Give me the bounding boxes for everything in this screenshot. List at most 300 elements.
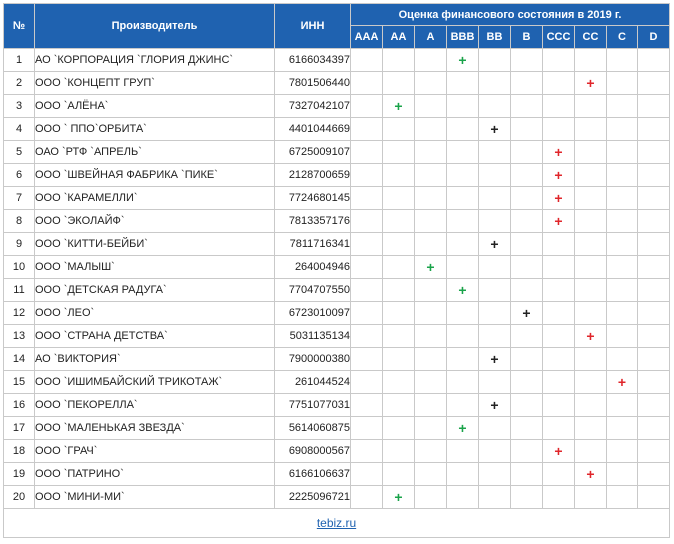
rating-cell-bb	[479, 440, 511, 463]
producer-name: ООО ` ППО`ОРБИТА`	[35, 118, 275, 141]
rating-cell-cc	[575, 463, 607, 486]
table-row	[4, 279, 670, 302]
rating-cell-aaa	[351, 256, 383, 279]
rating-cell-c	[607, 118, 638, 141]
rating-cell-cc	[575, 440, 607, 463]
rating-cell-c	[607, 164, 638, 187]
rating-mark: +	[490, 351, 499, 367]
producer-name: ООО `ПАТРИНО`	[35, 463, 275, 486]
rating-cell-aa	[383, 463, 415, 486]
financial-rating-table	[3, 3, 670, 538]
producer-name: ООО `ДЕТСКАЯ РАДУГА`	[35, 279, 275, 302]
rating-cell-aaa	[351, 394, 383, 417]
rating-cell-aa	[383, 486, 415, 509]
producer-name: ООО `МИНИ-МИ`	[35, 486, 275, 509]
rating-cell-bb	[479, 49, 511, 72]
rating-cell-aaa	[351, 118, 383, 141]
row-number: 15	[4, 371, 35, 394]
rating-mark: +	[458, 282, 467, 298]
rating-cell-ccc	[543, 417, 575, 440]
rating-cell-a	[415, 463, 447, 486]
rating-cell-cc	[575, 49, 607, 72]
rating-cell-a	[415, 72, 447, 95]
table-row	[4, 325, 670, 348]
rating-cell-ccc	[543, 141, 575, 164]
header-rating-b: B	[511, 26, 543, 49]
rating-cell-a	[415, 279, 447, 302]
row-number: 16	[4, 394, 35, 417]
rating-cell-ccc	[543, 95, 575, 118]
table-row	[4, 141, 670, 164]
rating-cell-aa	[383, 233, 415, 256]
table-body	[4, 49, 670, 509]
producer-name: ООО `КОНЦЕПТ ГРУП`	[35, 72, 275, 95]
rating-cell-a	[415, 164, 447, 187]
rating-cell-b	[511, 302, 543, 325]
rating-cell-d	[638, 49, 670, 72]
table-row	[4, 164, 670, 187]
rating-cell-aaa	[351, 95, 383, 118]
producer-name: ООО `ГРАЧ`	[35, 440, 275, 463]
rating-cell-d	[638, 187, 670, 210]
rating-cell-bb	[479, 348, 511, 371]
producer-inn: 7327042107	[275, 95, 351, 118]
rating-cell-b	[511, 371, 543, 394]
rating-cell-b	[511, 463, 543, 486]
table-row	[4, 95, 670, 118]
rating-cell-a	[415, 440, 447, 463]
rating-cell-aa	[383, 256, 415, 279]
rating-cell-ccc	[543, 463, 575, 486]
producer-name: ООО `ШВЕЙНАЯ ФАБРИКА `ПИКЕ`	[35, 164, 275, 187]
rating-cell-c	[607, 371, 638, 394]
rating-cell-a	[415, 302, 447, 325]
rating-cell-b	[511, 72, 543, 95]
row-number: 17	[4, 417, 35, 440]
rating-cell-ccc	[543, 256, 575, 279]
rating-cell-aaa	[351, 187, 383, 210]
rating-cell-ccc	[543, 440, 575, 463]
rating-cell-bbb	[447, 256, 479, 279]
row-number: 7	[4, 187, 35, 210]
rating-cell-d	[638, 233, 670, 256]
rating-cell-aa	[383, 279, 415, 302]
rating-cell-a	[415, 348, 447, 371]
rating-cell-bb	[479, 394, 511, 417]
header-inn: ИНН	[275, 4, 351, 49]
rating-mark: +	[490, 397, 499, 413]
header-rating-a: A	[415, 26, 447, 49]
table-row	[4, 417, 670, 440]
header-rating-d: D	[638, 26, 670, 49]
rating-cell-bbb	[447, 417, 479, 440]
rating-cell-c	[607, 72, 638, 95]
rating-cell-d	[638, 417, 670, 440]
rating-cell-d	[638, 141, 670, 164]
header-rating-bbb: BBB	[447, 26, 479, 49]
rating-cell-cc	[575, 141, 607, 164]
rating-cell-aa	[383, 118, 415, 141]
rating-cell-bb	[479, 302, 511, 325]
table-row	[4, 49, 670, 72]
rating-cell-aaa	[351, 279, 383, 302]
rating-cell-c	[607, 463, 638, 486]
table-row	[4, 233, 670, 256]
rating-cell-d	[638, 302, 670, 325]
table-row	[4, 348, 670, 371]
rating-cell-c	[607, 486, 638, 509]
producer-inn: 6725009107	[275, 141, 351, 164]
rating-cell-c	[607, 256, 638, 279]
rating-cell-aa	[383, 210, 415, 233]
rating-cell-aaa	[351, 49, 383, 72]
rating-mark: +	[426, 259, 435, 275]
rating-cell-a	[415, 486, 447, 509]
rating-cell-bbb	[447, 164, 479, 187]
rating-cell-ccc	[543, 187, 575, 210]
rating-cell-cc	[575, 72, 607, 95]
producer-name: ОАО `РТФ `АПРЕЛЬ`	[35, 141, 275, 164]
rating-mark: +	[586, 75, 595, 91]
rating-cell-ccc	[543, 233, 575, 256]
header-num: №	[4, 4, 35, 49]
rating-cell-aa	[383, 95, 415, 118]
rating-cell-ccc	[543, 164, 575, 187]
producer-inn: 7724680145	[275, 187, 351, 210]
header-rating-aa: AA	[383, 26, 415, 49]
rating-mark: +	[586, 466, 595, 482]
rating-cell-aa	[383, 394, 415, 417]
rating-cell-ccc	[543, 210, 575, 233]
rating-cell-cc	[575, 164, 607, 187]
table-row	[4, 486, 670, 509]
producer-inn: 6166034397	[275, 49, 351, 72]
producer-name: ООО `КАРАМЕЛЛИ`	[35, 187, 275, 210]
rating-cell-cc	[575, 279, 607, 302]
producer-name: ООО `МАЛЕНЬКАЯ ЗВЕЗДА`	[35, 417, 275, 440]
rating-cell-d	[638, 279, 670, 302]
rating-mark: +	[458, 52, 467, 68]
rating-mark: +	[554, 213, 563, 229]
rating-cell-a	[415, 95, 447, 118]
row-number: 11	[4, 279, 35, 302]
producer-inn: 264004946	[275, 256, 351, 279]
producer-inn: 6908000567	[275, 440, 351, 463]
producer-inn: 5614060875	[275, 417, 351, 440]
rating-cell-a	[415, 325, 447, 348]
rating-cell-d	[638, 95, 670, 118]
rating-cell-b	[511, 164, 543, 187]
rating-mark: +	[554, 167, 563, 183]
rating-cell-bb	[479, 164, 511, 187]
rating-cell-bbb	[447, 118, 479, 141]
rating-cell-aa	[383, 417, 415, 440]
producer-inn: 6723010097	[275, 302, 351, 325]
rating-cell-cc	[575, 256, 607, 279]
rating-mark: +	[490, 121, 499, 137]
rating-cell-ccc	[543, 486, 575, 509]
rating-mark: +	[554, 443, 563, 459]
rating-cell-bbb	[447, 348, 479, 371]
row-number: 6	[4, 164, 35, 187]
rating-mark: +	[586, 328, 595, 344]
rating-cell-bbb	[447, 463, 479, 486]
producer-name: АО `ВИКТОРИЯ`	[35, 348, 275, 371]
rating-cell-bbb	[447, 141, 479, 164]
rating-cell-aaa	[351, 417, 383, 440]
producer-name: ООО `ПЕКОРЕЛЛА`	[35, 394, 275, 417]
producer-name: ООО `ЛЕО`	[35, 302, 275, 325]
producer-inn: 7811716341	[275, 233, 351, 256]
rating-cell-bb	[479, 417, 511, 440]
rating-cell-ccc	[543, 394, 575, 417]
producer-name: АО `КОРПОРАЦИЯ `ГЛОРИЯ ДЖИНС`	[35, 49, 275, 72]
rating-cell-a	[415, 187, 447, 210]
rating-cell-d	[638, 394, 670, 417]
rating-cell-d	[638, 348, 670, 371]
producer-name: ООО `КИТТИ-БЕЙБИ`	[35, 233, 275, 256]
rating-cell-b	[511, 187, 543, 210]
producer-inn: 7813357176	[275, 210, 351, 233]
rating-cell-aa	[383, 440, 415, 463]
rating-cell-d	[638, 486, 670, 509]
rating-cell-a	[415, 118, 447, 141]
rating-cell-aaa	[351, 486, 383, 509]
producer-inn: 7751077031	[275, 394, 351, 417]
rating-cell-bbb	[447, 95, 479, 118]
rating-cell-bbb	[447, 302, 479, 325]
rating-cell-b	[511, 233, 543, 256]
rating-cell-aa	[383, 49, 415, 72]
producer-name: ООО `ИШИМБАЙСКИЙ ТРИКОТАЖ`	[35, 371, 275, 394]
rating-cell-cc	[575, 417, 607, 440]
rating-cell-bbb	[447, 325, 479, 348]
rating-cell-ccc	[543, 49, 575, 72]
rating-cell-aa	[383, 348, 415, 371]
rating-cell-bb	[479, 210, 511, 233]
rating-cell-c	[607, 233, 638, 256]
rating-cell-d	[638, 118, 670, 141]
rating-cell-cc	[575, 486, 607, 509]
rating-cell-c	[607, 348, 638, 371]
rating-cell-aaa	[351, 210, 383, 233]
rating-cell-b	[511, 279, 543, 302]
rating-cell-cc	[575, 95, 607, 118]
rating-cell-aaa	[351, 325, 383, 348]
rating-mark: +	[394, 489, 403, 505]
producer-inn: 5031135134	[275, 325, 351, 348]
rating-cell-c	[607, 325, 638, 348]
rating-cell-c	[607, 49, 638, 72]
rating-mark: +	[554, 190, 563, 206]
rating-cell-d	[638, 72, 670, 95]
rating-cell-bbb	[447, 210, 479, 233]
rating-cell-cc	[575, 210, 607, 233]
rating-cell-ccc	[543, 348, 575, 371]
rating-cell-d	[638, 440, 670, 463]
rating-cell-cc	[575, 348, 607, 371]
row-number: 8	[4, 210, 35, 233]
rating-cell-aa	[383, 141, 415, 164]
rating-cell-bbb	[447, 49, 479, 72]
rating-cell-aa	[383, 164, 415, 187]
header-rating-aaa: AAA	[351, 26, 383, 49]
producer-inn: 2128700659	[275, 164, 351, 187]
rating-cell-bb	[479, 486, 511, 509]
table-footer	[4, 509, 670, 538]
rating-cell-b	[511, 486, 543, 509]
producer-name: ООО `АЛЁНА`	[35, 95, 275, 118]
rating-cell-aaa	[351, 141, 383, 164]
row-number: 20	[4, 486, 35, 509]
row-number: 5	[4, 141, 35, 164]
rating-cell-a	[415, 417, 447, 440]
rating-cell-ccc	[543, 302, 575, 325]
rating-cell-aaa	[351, 371, 383, 394]
rating-cell-aa	[383, 72, 415, 95]
row-number: 12	[4, 302, 35, 325]
rating-cell-c	[607, 417, 638, 440]
row-number: 14	[4, 348, 35, 371]
rating-cell-cc	[575, 394, 607, 417]
table-row	[4, 440, 670, 463]
rating-cell-a	[415, 371, 447, 394]
rating-cell-cc	[575, 371, 607, 394]
row-number: 9	[4, 233, 35, 256]
rating-cell-c	[607, 187, 638, 210]
rating-cell-aaa	[351, 440, 383, 463]
table-row	[4, 72, 670, 95]
rating-cell-a	[415, 49, 447, 72]
producer-inn: 7704707550	[275, 279, 351, 302]
rating-cell-aaa	[351, 348, 383, 371]
rating-cell-b	[511, 394, 543, 417]
row-number: 18	[4, 440, 35, 463]
rating-cell-c	[607, 440, 638, 463]
rating-cell-d	[638, 256, 670, 279]
rating-cell-aa	[383, 187, 415, 210]
rating-cell-b	[511, 141, 543, 164]
rating-mark: +	[522, 305, 531, 321]
table-row	[4, 394, 670, 417]
rating-cell-d	[638, 371, 670, 394]
rating-cell-a	[415, 210, 447, 233]
producer-name: ООО `ЭКОЛАЙФ`	[35, 210, 275, 233]
producer-name: ООО `МАЛЫШ`	[35, 256, 275, 279]
rating-cell-b	[511, 49, 543, 72]
rating-cell-c	[607, 95, 638, 118]
rating-cell-ccc	[543, 279, 575, 302]
rating-cell-d	[638, 210, 670, 233]
rating-cell-b	[511, 95, 543, 118]
rating-cell-d	[638, 164, 670, 187]
producer-inn: 2225096721	[275, 486, 351, 509]
header-rating-c: C	[607, 26, 638, 49]
rating-cell-ccc	[543, 371, 575, 394]
rating-cell-ccc	[543, 118, 575, 141]
rating-cell-c	[607, 210, 638, 233]
header-rating-ccc: CCC	[543, 26, 575, 49]
table-row	[4, 118, 670, 141]
rating-cell-c	[607, 302, 638, 325]
rating-cell-bb	[479, 256, 511, 279]
tebiz-link[interactable]: tebiz.ru	[316, 516, 357, 530]
rating-cell-aa	[383, 371, 415, 394]
row-number: 19	[4, 463, 35, 486]
table-row	[4, 371, 670, 394]
rating-cell-aaa	[351, 463, 383, 486]
rating-cell-b	[511, 210, 543, 233]
rating-cell-d	[638, 463, 670, 486]
rating-cell-bbb	[447, 233, 479, 256]
rating-cell-cc	[575, 302, 607, 325]
producer-inn: 261044524	[275, 371, 351, 394]
rating-cell-ccc	[543, 72, 575, 95]
row-number: 4	[4, 118, 35, 141]
rating-cell-bbb	[447, 279, 479, 302]
rating-cell-bb	[479, 371, 511, 394]
rating-cell-bbb	[447, 187, 479, 210]
rating-cell-cc	[575, 233, 607, 256]
rating-cell-b	[511, 440, 543, 463]
table-row	[4, 256, 670, 279]
rating-cell-a	[415, 141, 447, 164]
rating-cell-aaa	[351, 164, 383, 187]
header-rating-bb: BB	[479, 26, 511, 49]
rating-cell-bb	[479, 463, 511, 486]
rating-mark: +	[617, 374, 627, 390]
table-row	[4, 210, 670, 233]
rating-mark: +	[554, 144, 563, 160]
rating-cell-bb	[479, 325, 511, 348]
rating-cell-bbb	[447, 394, 479, 417]
rating-cell-bb	[479, 141, 511, 164]
rating-cell-b	[511, 118, 543, 141]
row-number: 3	[4, 95, 35, 118]
producer-inn: 6166106637	[275, 463, 351, 486]
rating-cell-bbb	[447, 486, 479, 509]
table-row	[4, 187, 670, 210]
rating-cell-d	[638, 325, 670, 348]
producer-inn: 7900000380	[275, 348, 351, 371]
rating-cell-bb	[479, 279, 511, 302]
rating-cell-bbb	[447, 72, 479, 95]
rating-cell-cc	[575, 118, 607, 141]
rating-cell-ccc	[543, 325, 575, 348]
header-rating-cc: CC	[575, 26, 607, 49]
rating-cell-aa	[383, 325, 415, 348]
rating-cell-a	[415, 233, 447, 256]
rating-cell-bb	[479, 118, 511, 141]
header-producer: Производитель	[35, 4, 275, 49]
rating-cell-aa	[383, 302, 415, 325]
rating-cell-c	[607, 394, 638, 417]
rating-cell-a	[415, 256, 447, 279]
row-number: 10	[4, 256, 35, 279]
rating-mark: +	[490, 236, 499, 252]
producer-name: ООО `СТРАНА ДЕТСТВА`	[35, 325, 275, 348]
rating-cell-cc	[575, 325, 607, 348]
rating-cell-c	[607, 141, 638, 164]
row-number: 1	[4, 49, 35, 72]
rating-mark: +	[458, 420, 467, 436]
table-row	[4, 463, 670, 486]
rating-cell-cc	[575, 187, 607, 210]
rating-cell-c	[607, 279, 638, 302]
rating-cell-b	[511, 417, 543, 440]
table-row	[4, 302, 670, 325]
header-rating-group: Оценка финансового состояния в 2019 г.	[351, 4, 670, 26]
